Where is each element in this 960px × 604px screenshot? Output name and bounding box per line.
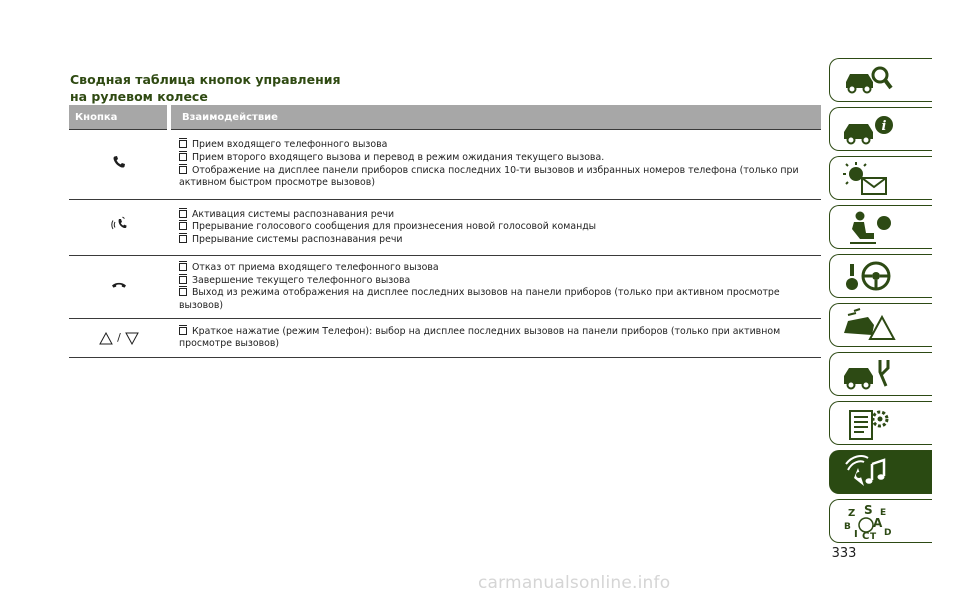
controls-table [69, 105, 821, 358]
phone-hangup-icon [111, 280, 127, 290]
bullet-icon [179, 210, 187, 218]
tab-car-search[interactable] [829, 58, 932, 102]
interaction-cell [169, 256, 821, 319]
button-cell [69, 256, 169, 319]
svg-text:A: A [873, 516, 883, 530]
tab-car-emergency[interactable] [829, 303, 932, 347]
voice-recognition-icon [110, 216, 128, 234]
bullet-icon [179, 288, 187, 296]
button-cell [69, 130, 169, 200]
tab-multimedia[interactable] [829, 450, 932, 494]
icon-separator: / [117, 330, 121, 344]
bullet-icon [179, 276, 187, 284]
table-header-row [69, 105, 821, 130]
page-number: 333 [831, 546, 857, 561]
tab-specifications[interactable] [829, 401, 932, 445]
phone-answer-icon [112, 155, 126, 169]
down-arrow-icon [125, 332, 139, 345]
tab-car-info[interactable] [829, 107, 932, 151]
heading-line-1: Сводная таблица кнопок управления [70, 72, 341, 87]
watermark: carmanualsonline.info [478, 573, 671, 593]
interaction-cell [169, 319, 821, 358]
bullet-icon [179, 263, 187, 271]
svg-text:E: E [880, 508, 887, 518]
interaction-cell [169, 200, 821, 256]
list-item: Завершение текущего телефонного вызова [179, 275, 821, 288]
up-arrow-icon [99, 332, 113, 345]
list-item: Отказ от приема входящего телефонного вызова [179, 262, 821, 275]
bullet-icon [179, 222, 187, 230]
svg-text:I: I [854, 529, 858, 540]
list-item: Краткое нажатие (режим Телефон): выбор на дисплее последних вызовов на панели приборов (только при активном [179, 326, 821, 339]
list-item: Прерывание голосового сообщения для произнесения новой голосовой команды [179, 221, 821, 234]
table-row [69, 256, 821, 319]
column-header-button: Кнопка [69, 105, 169, 130]
tab-warning-lights[interactable] [829, 156, 932, 200]
steering-key-icon [840, 258, 896, 296]
table-row [69, 319, 821, 358]
multimedia-icon [840, 454, 896, 492]
heading-line-2: на рулевом колесе [70, 89, 208, 104]
list-item: Отображение на дисплее панели приборов списка последних 10-ти вызовов и избранных номеров телефона (только при [179, 165, 821, 178]
car-service-icon [840, 356, 896, 394]
up-down-arrows-icon [99, 330, 139, 344]
svg-text:D: D [884, 528, 892, 538]
tab-steering-key[interactable] [829, 254, 932, 298]
svg-text:Z: Z [848, 508, 856, 519]
button-cell [69, 319, 169, 358]
tab-seat-airbag[interactable] [829, 205, 932, 249]
bullet-icon [179, 166, 187, 174]
specifications-icon [840, 405, 896, 443]
car-info-icon [840, 111, 896, 149]
svg-text:i: i [881, 119, 887, 134]
list-item-continuation: просмотре вызовов) [179, 338, 280, 350]
svg-text:T: T [870, 532, 877, 541]
seat-airbag-icon [840, 209, 896, 247]
tab-alphabetical-index[interactable] [829, 499, 932, 543]
button-cell [69, 200, 169, 256]
warning-lights-icon [840, 160, 896, 198]
list-item: Прерывание системы распознавания речи [179, 234, 821, 247]
bullet-icon [179, 327, 187, 335]
column-header-interaction: Взаимодействие [169, 105, 821, 130]
list-item-continuation: активном быстром просмотре вызовов) [179, 177, 375, 189]
svg-text:B: B [844, 522, 851, 532]
list-item: Выход из режима отображения на дисплее последних вызовов на панели приборов (только при активном просмотре вызовов) [179, 287, 780, 311]
list-item: Активация системы распознавания речи [179, 209, 821, 222]
car-search-icon [840, 62, 896, 100]
svg-text:S: S [864, 503, 873, 517]
table-row [69, 200, 821, 256]
svg-text:C: C [862, 531, 870, 541]
tab-car-service[interactable] [829, 352, 932, 396]
list-item: Прием входящего телефонного вызова [179, 139, 821, 152]
section-heading [70, 71, 341, 105]
list-item: Прием второго входящего вызова и перевод в режим ожидания текущего вызова. [179, 152, 821, 165]
interaction-cell [169, 130, 821, 200]
table-row [69, 130, 821, 200]
car-emergency-icon [840, 307, 896, 345]
alphabetical-index-icon [840, 503, 896, 541]
bullet-icon [179, 140, 187, 148]
bullet-icon [179, 153, 187, 161]
bullet-icon [179, 235, 187, 243]
